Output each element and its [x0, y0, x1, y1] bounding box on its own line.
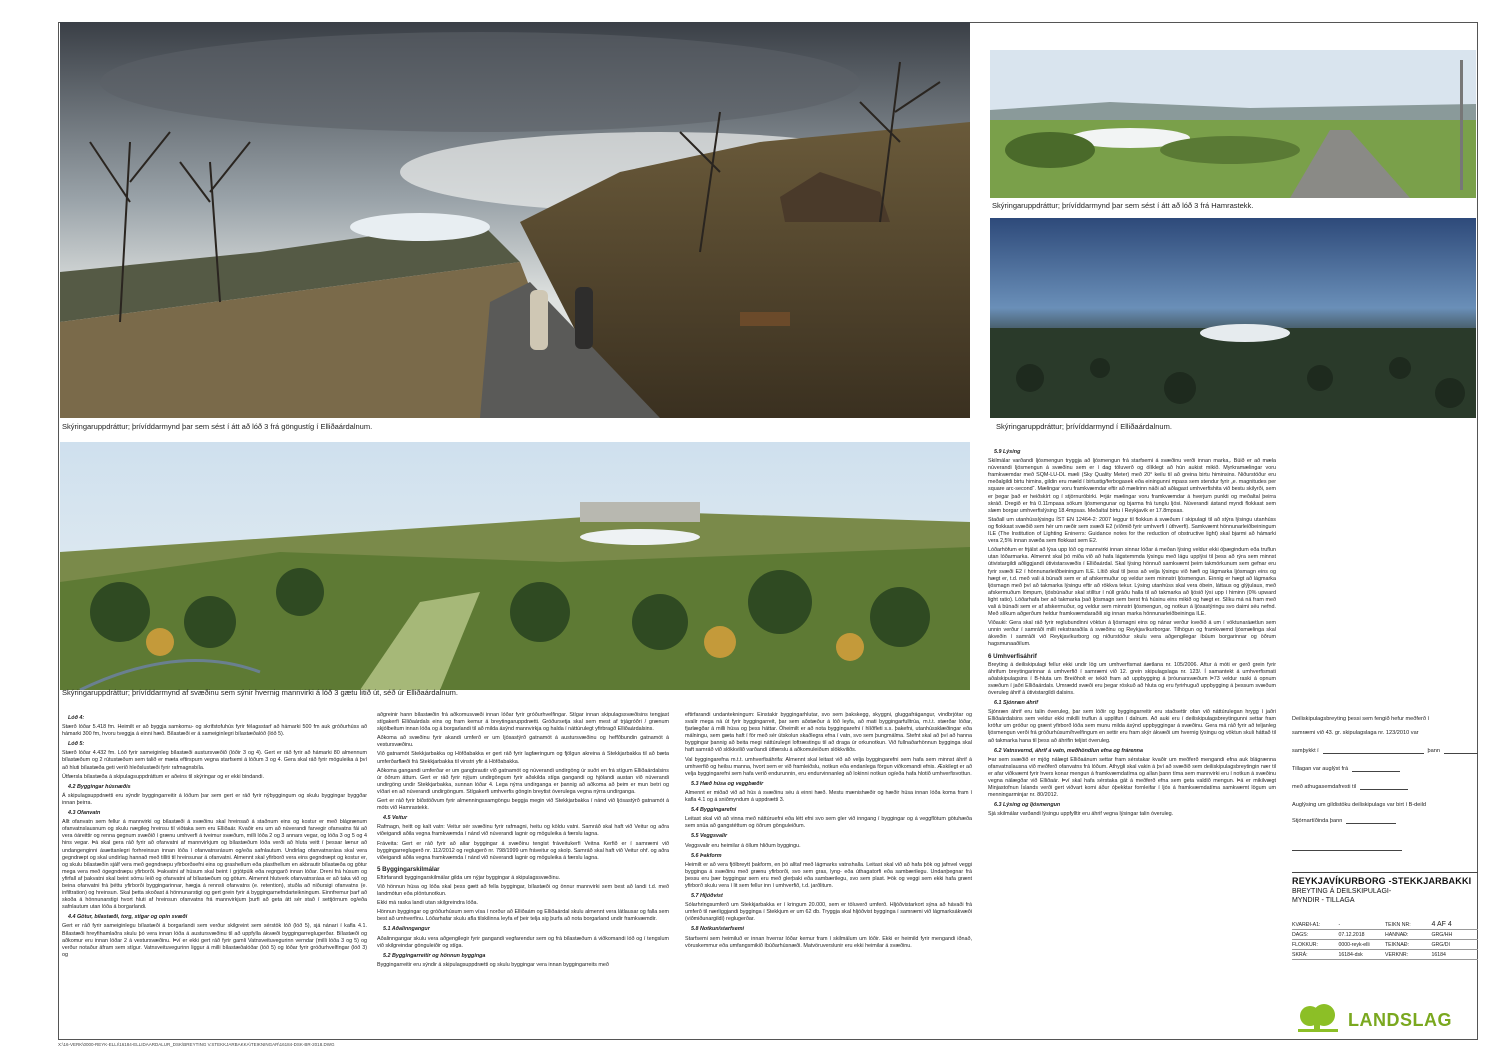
landslag-logo-text: LANDSLAG: [1348, 1010, 1452, 1030]
file-path: X:\16-VERK\0000-REYK-ELLI\16184-ELLIDAARDALUR_DSK\BREYTING V.STEKKJARBAKKA\TEIKNINGAR\16184-DSK-BR-2018.DWG: [58, 1042, 335, 1047]
heading-6-2: 6.2 Vatnsvernd, áhrif á vatn, meðhöndlun efna og frárenna: [994, 747, 1143, 754]
paragraph-5-9d: Viðauki: Gera skal ráð fyrir reglubundinni vöktun á ljósmagni eins og nánar verður kveðið á um í vöktunaráætlun sem unnin verður í samráði milli rekstraraðila á svæðinu og Reykjavíkurborgar. Tilhögun og framkvæmd ljósmælinga skal ákveðin í samráði við Reykjavíkurborg og niðurstöður skulu vera aðgengilegar íbúum borgarinnar og öðrum hagsmunaaðilum.: [988, 620, 1276, 648]
approval-stjornartidindi-field[interactable]: [1346, 818, 1396, 824]
approval-stjornartidindi-label: Stjórnartíðinda þann: [1292, 818, 1343, 824]
paragraph-c3-1: Val byggingarefna m.t.t. umhverfisáhrifa: Almennt skal leitast við að velja byggingarefni sem hafa sem minnst áhrif á umhverfið og heilsu manna, hvort sem er við framleiðslu, notkun eða endanlega förgun viðkomandi efnis. Æskilegt er að velja byggingarefni sem hafa verið endurunnin, eru endurvinnanleg að lokinni notkun og/eða hafa hlotið umhverfisvottun.: [685, 756, 972, 777]
info-value: GRG/DI: [1431, 941, 1450, 948]
paragraph-c2-2: Við gatnamót Stekkjarbakka og Höfðabakka er gert ráð fyrir lagfæringum og fjölgun akreina á Stekkjarbakka til að bæta umferðarflæði frá Stekkjarbakka til vinstri yfir á Höfðabakka.: [377, 751, 669, 765]
heading-6-3: 6.3 Lýsing og ljósmengun: [994, 802, 1061, 809]
paragraph-c2-1: Aðkoma að svæðinu fyrir akandi umferð er um Ijósastýrð gatnamót á austursvæðinu og heffðbundin gatnamót á vestursvæðinu.: [377, 735, 669, 749]
info-key: KVARÐI-A1:: [1292, 921, 1321, 928]
approval-block: [1292, 716, 1478, 851]
approval-thann-field[interactable]: [1444, 748, 1478, 754]
info-row: [1292, 920, 1478, 930]
paragraph-4-5b: Fráveita: Gert er ráð fyrir að allar byggingar á svæðinu tengist fráveitukerfi Veitna Kerfið er í samræmi við byggingarreglugerð nr. 112/2012 og reglugerð nr. 798/1999 um fráveitur og skolp. Samráð skal haft við Veitur ohf. og aðra viðeigandi aðila vegna framkvæmda í nánd við núverandi lagnir og möguleika á færslu lagna.: [377, 840, 669, 861]
heading-4-4: 4.4 Götur, bílastæði, torg, stígar og opin svæði: [68, 914, 188, 921]
text-column-2: [377, 712, 669, 1037]
paragraph-5b: Við hönnun húsa og lóða skal þess gætt að fella byggingar, bílastæði og önnur mannvirki sem best að landi t.d. með landmótun eða plöntunotkun.: [377, 883, 669, 898]
paragraph-4-2: Á skipulagsuppdrætti eru sýndir byggingarreitir á lóðum þar sem gert er ráð fyrir nýbyggingum og skulu byggingar byggðar innan þeirra.: [62, 792, 367, 806]
paragraph-5c: Ekki má raska landi utan skilgreindra lóða.: [377, 900, 478, 907]
heading-lod4: Lóð 4:: [68, 715, 85, 721]
paragraph-5-3: Almennt er miðað við að hús á svæðinu séu á einni hæð. Mestu mænishæðir og hæðir húsa innan lóða koma fram í kafla 4.1 og á sniðmyndum á uppdrætti 3.: [685, 789, 972, 804]
paragraph-c2-3: Aðkoma gangandi umferðar er um gangbrautir við gatnamót og núverandi undirgöng úr suðri en frá stígum Elliðaárdalsins úr öðrum áttum. Gert er ráð fyrir nýjum undirgöngum fyrir aðskilda stíga gangandi og hjólandi austan við núverandi undirgöng undir Stekkjarbakka, sunnan lóðar 4. Lega nýrra undirganga er þannig að aðkoma að þeim er mun betri og víðari en að núverandi undirgöngum. Stígakerfi umhverfis göngin breytist óverulega vegna nýrra undirganga.: [377, 767, 669, 795]
info-key: SKRÁ:: [1292, 951, 1308, 958]
paragraph-5-7: Sólarhringsumferð um Stekkjarbakka er í kringum 20.000, sem er töluverð umferð. Hljóðvistarkort sýna að hávaði frá umferð til nærliggjandi bygginga í Stekkjum er um 62 db. Tryggja skal hljóðvist bygginga í samræmi við lágmarksákvæði (viðmiðunargildi) reglugerðar.: [685, 902, 972, 923]
photo-panorama: [60, 442, 970, 690]
approval-line-1: Deiliskipulagsbreyting þessi sem fengið hefur meðferð í: [1292, 716, 1430, 722]
paragraph-5-2: Byggingarreitir eru sýndir á skipulagsuppdrætti og skulu byggingar vera innan byggingarreits með: [377, 961, 609, 968]
photo-footpath: [60, 22, 970, 418]
paragraph-4-5: Rafmagn, heitt og kalt vatn: Veitur sér svæðinu fyrir rafmagni, heitu og köldu vatni. Samráð skal haft við Veitur og aðra viðeigandi aðila vegna framkvæmda í nánd við núverandi lagnir og möguleika á færslu lagna.: [377, 824, 669, 838]
paragraph-5-9b: Staðall um utanhússlýsingu ÍST EN 12464-2: 2007 leggur til flokkun á svæðum í skipulagi til að stýra lýsingu utanhúss og flokkast svæðið sem hér um ræðir sem svæði E2 (víðmið fyrir umhverfi í úthverfi). Samkvæmt hönnunarleiðbeiningum ILE (The Institution of Lighting Eninerrs: Guidance notes for the reduction of obstructive light) skal bjarmi að hámarki vera 2,5% innan svæða sem flokkast sem E2.: [988, 516, 1276, 545]
drawing-info-grid: [1292, 920, 1478, 960]
heading-4-3: 4.3 Ofanvatn: [68, 810, 101, 817]
heading-5-8: 5.8 Notkun/starfsemi: [691, 926, 745, 933]
approval-thann-label: þann: [1427, 748, 1440, 754]
approval-line-6: Auglýsing um gildistöku deiliskipulags var birt í B-deild: [1292, 802, 1427, 808]
project-title: REYKJAVÍKURBORG -STEKKJARBAKKI: [1292, 872, 1478, 886]
paragraph-6-3: Sjá skilmálar varðandi lýsingu uppfylltir eru áhrif vegna lýsingar talin óveruleg.: [988, 811, 1174, 818]
signature-line: [1292, 850, 1402, 851]
paragraph-5a: Eftirfarandi byggingarskilmálar gilda um nýjar byggingar á skipulagssvæðinu.: [377, 874, 561, 881]
paragraph-5-9a: Skilmálar varðandi ljósmengun tryggja að ljósmengun frá starfsemi á svæðinu verði innan marka,. Búið er að mæla núverandi ljósmengun á svæðinu sem er í dag töluverð og ólíklegt að hún aukist mikið. Myrkramælingar voru framkvæmdar með SQM-LU-DL mæli (Sky Quality Meter) með 20° keilu til að greina birtu himinsins. Niðurstöður eru meðalgildi birtu himins, gildin eru mæld í birtustig/ferbogasek eða einingunni mpass sem stendur fyrir „e. magnitudes per square arc-second“. Mælingar voru framkvæmdar eftir að mælirinn náði að aðlagast umhverfishita við bestu skilyrði, sem er þegar það er heiðskírt og í stjörnuróbirki. Þrjár mælingar voru framkvæmdar á hverjum punkti og meðaltal þeirra skráð. Dregið er frá 0.11mpasa sökum ljósmengunar og bjarma frá tunglu ljósi. Núverandi ástand myndi flokkast sem slæm borgar umhverfislýsing 18.4mpsas. Meðaltal birtu í Reykjavík er 17.8mpsas.: [988, 458, 1276, 514]
heading-5-7: 5.7 Hljóðvist: [691, 893, 723, 900]
info-key: HANNAÐ:: [1385, 931, 1409, 938]
project-subtitle: BREYTING Á DEILSKIPULAGI-: [1292, 888, 1392, 895]
heading-5-2: 5.2 Byggingarreitir og hönnun bygginga: [383, 952, 486, 959]
paragraph-c3-0: eftirfarandi undantekningum: Einstakir byggingarhlutar, svo sem þakskegg, skyggni, gluggafrágangur, vindbrjótar og svalir mega ná út fyrir byggingarreit, þar sem aðstæður á lóð leyfa, að mati byggingarfulltrúa, m.t.t. stærðar lóðar, fjarlægðar á milli húsa og þess háttar. Óheimilt er að nota byggingarefni í hlíðfleti s.s. þakefni, utanhússklæðingar eða málningu, sem gæta haft í för með sér útskolun skaðlegra efna í vatn, svo sem þungmálma. Stefnt skal að því að hanna byggingar þannig að beita megi náttúrulegri loftræstingu til að draga úr orkunotkun. Við fullnaðarhönnun bygginga skal haft samráð við slökkvilið varðandi útfærslu á aðkomuleiðum slökkviliðs.: [685, 712, 972, 754]
info-key: VERKNR:: [1385, 951, 1409, 958]
caption-aerial: Skýringaruppdráttur; þrívíddarmynd í Elliðaárdalnum.: [996, 422, 1172, 431]
paragraph-5-1: Aðalinngangar skulu vera aðgengilegir fyrir gangandi vegfarendur sem og frá bílastæðum á viðkomandi lóð og í tengslum við skilgreindar gönguleiðir og stíga.: [377, 935, 669, 949]
info-value: 0000-reyk-elli: [1338, 941, 1370, 948]
paragraph-5-8: Starfsemi sem heimiluð er innan hverrar lóðar kemur fram í skilmálum um lóðir. Ekki er heimild fyrir mengandi iðnað, vöruskemmur eða umfangsmikið íbúðarhúsnæði. Matvöruverslunir eru ekki heimilar á svæðinu.: [685, 935, 972, 949]
paragraph-5-5: Veggsvalir eru heimilar á öllum hliðum byggingu.: [685, 842, 801, 849]
title-block: [1292, 872, 1478, 904]
info-value: 16184: [1431, 951, 1446, 958]
caption-panorama: Skýringaruppdráttur; þrívíddarmynd af svæðinu sem sýnir hvernig mannvirki á lóð 3 gætu litið út, séð úr Elliðaárdalnum.: [62, 688, 459, 697]
paragraph-6-1: Sjónræn áhrif eru talin óveruleg, þar sem lóðir og byggingarreitir eru staðsettir ofan við náttúrulegan hrygg í jaðri Elliðaárdalsins sem veldur ekki mikilli truflun á upplifun í dalnum. Að auki eru í deiliskipulagsbreytingunni settar fram kröfur um gróður og grænt yfirborð lóða sem munu milda ásýnd uppbyggingar á svæðinu. Gera má ráð fyrir að teljanleg ljósmengun verði frá gróðurhúsum/hvelfingum en settir eru fram skýr ákvæði um hvernig lýsingu og vöktun skuli háttað til að takmarka hana til þess að áhrifin teljist óveruleg.: [988, 709, 1276, 744]
paragraph-lod5: Stærð lóðar 4.432 fm. Lóð fyrir sameiginleg bílastæði austursvæðið (lóðir 3 og 4). Gert er ráð fyrir að hámarki 80 almennum bílastæðum og 2 rútustæðum sem talið er mæta eftirspurn vegna starfsemi á lóðum 3 og 4. Gera skal ráð fyrir möguleika á því að hluti bílastæða geti verið hleðslustæði fyrir rafmagnsbíla.: [62, 750, 367, 771]
heading-5-5: 5.5 Veggsvalir: [691, 833, 728, 840]
info-key: FLOKKUR:: [1292, 941, 1318, 948]
heading-5-4: 5.4 Byggingarefni: [691, 807, 737, 814]
info-row: [1292, 930, 1478, 940]
info-value: -: [1338, 921, 1341, 928]
photo-hamrastekkur: [990, 50, 1476, 198]
heading-6: 6 Umhverfisáhrif: [988, 652, 1037, 660]
paragraph-5-4: Leitast skal við að vinna með náttúruefni eða létt efni svo sem gler við inngang í byggingar og á veggflötum götuhæða sem snúa að gangstéttum og öðrum gönguleiðum.: [685, 816, 972, 830]
approval-line-2: samræmi við 43. gr. skipulagslaga nr. 123/2010 var: [1292, 730, 1419, 736]
info-key: TEIKNAÐ:: [1385, 941, 1409, 948]
heading-5: 5 Byggingarskilmálar: [377, 865, 440, 873]
approval-auglyst-label: Tillagan var auglýst frá: [1292, 766, 1349, 772]
heading-lod5: Lóð 5:: [68, 741, 85, 748]
text-column-3: [685, 712, 972, 1037]
text-column-4: [988, 446, 1276, 1036]
paragraph-6-2: Þar sem svæðið er mjög nálægt Elliðaánum settar fram sérstakar kvaðir um meðferð mengandi efna auk blágrænna ofanvatnslausna við meðferð ofanvatns frá lóðum. Athygli skal vakin á því að svæðið sem deiliskipulagsbreytingin nær til er afar viðkvæmt fyrir hvers konar mengun á framkvæmdatíma og allan þann tíma sem mannvirki eru í notkun á svæðinu vegna nálægðar við Elliðaár. Því skal hafa sérstaka gát á meðferð efna sem geta valdið mengun. Þá er mikilvægt Minjastofnun Íslands verði gert viðvart komi áður óþekktar fornleifar í ljós á framkvæmdatíma samkvæmt lögum um menningarminjar nr. 80/2012.: [988, 756, 1276, 799]
heading-4-2: 4.2 Byggingar húsnæðis: [68, 783, 131, 790]
photo-aerial: [990, 218, 1476, 418]
info-value: GRG/HH: [1431, 931, 1453, 938]
info-row: [1292, 940, 1478, 950]
caption-footpath: Skýringaruppdráttur; þrívíddarmynd þar sem sést í átt að lóð 3 frá göngustíg í Elliðaárdalnum.: [62, 422, 373, 431]
heading-6-1: 6.1 Sjónræn áhrif: [994, 700, 1039, 707]
paragraph-c2-4: Gert er ráð fyrir biðstöðvum fyrir almenningssamgöngu beggja megin við Stekkjarbakka í nánd við ljósastýrð gatnamót á móts við Hamrastekk.: [377, 798, 669, 812]
paragraph-5d: Hönnun byggingar og gróðurhúsum sem vísa í norður að Elliðaám og Elliðaárdal skulu almennt vera látlausar og falla sem best að umhverfinu. Lóðarhafar skulu afla tilskilinna leyfa ef þeir telja sig þurfa að nota borgarland undir framkvæmdir.: [377, 909, 669, 923]
info-key: TEIKN NR:: [1385, 921, 1411, 928]
paragraph-4-4: Gert er ráð fyrir sameiginlegu bílastæði á borgarlandi sem verður skilgreint sem sérstök lóð (lóð 5), sjá nánari í kafla 4.1. Bílastæði hreyfihamlaðra skulu þó vera innan lóða á austursvæðinu til að uppfylla ákvæði byggingarreglugerðar. Bílastæði og aðkomur eru innan lóðar 2 á vestursvæðinu. Því er ekki gert ráð fyrir gamli Vatnsveituvegurinn verndar (milli lóða 3 og 5) og verður notaður áfram sem stígur. Vatnsveituvegurinn liggur á milli bílastæðalóðar (lóð 5) og lóðar fyrir gróðurhvelfingar (lóð 3) og: [62, 923, 367, 958]
paragraph-6: Breyting á deiliskipulagi fellur ekki undir lög um umhverfismat áætlana nr. 105/2006. Aftur á móti er gerð grein fyrir áhrifum breytingarinnar á umhverfið í samræmi við 12. grein skipulagslaga nr. 123/. Í samantekt á umhverfismati aðalskipulagsins í B-hluta um Breiðholt er tekið fram að uppbygging á þróunarsvæðum Þ73 veldur raski á opnum svæðum í jaðri Elliðaárdals. Umrædd svæði eru þegar röskuð að hluta og eru fyrirhuguð uppbygging á þessum svæðum óveruleg áhrif á útivistargildi dalsins.: [988, 661, 1276, 696]
info-value: 07.12.2018: [1338, 931, 1365, 938]
approval-samthykkt-label: samþykkt í: [1292, 748, 1319, 754]
approval-auglyst-field[interactable]: [1352, 766, 1400, 772]
heading-5-1: 5.1 Aðalinngangur: [383, 926, 430, 933]
heading-4-5: 4.5 Veitur: [383, 815, 408, 822]
paragraph-c2-0: aðgreinir hann bílastæðin frá aðkomusvæði innan lóðar fyrir gróðurhvelfingar. Stígar innan skipulagssvæðisins tengjast stígakerfi Elliðaárdals eins og fram kemur á breytingaruppdrætti. Gróðursetja skal sem mest af trjágróðri / grænum skjólbeltum innan lóða og á borgarlandi til að milda ásýnd mannvirkja og halda í náttúrulegt yfirbragð Elliðaárdalsins.: [377, 712, 669, 733]
paragraph-5-9c: Lóðarhöfum er frjálst að lýsa upp lóð og mannvirki innan sinnar lóðar á meðan lýsing veldur ekki óþægindum eða truflun utan lóðarmarka. Almennt skal þó miða við að hafa lágstemmda lýsingu með lágu upplýsi til þess að rýra sem minnst útivistargildi aðliggjandi útivistarsvæðis í Elliðaárdal. Skal lýsing hönnuð samkvæmt þeim takmörkunum sem gefnar eru fyrir svæði E2 í hönnunarleiðbeiningum ILE. Lítið skal til þess að velja lýsingu við hæfi og lágmarka ljósmagn eins og hægt er, t.d. með vali á búnaði sem er af afskermuður og veldur sem minnstri ljósmengun. Einnig er hægt að lágmarka ljósmagn með því að takmarka lýsingu eftir að rökkva tekur. Lýsing utanhúss skal vera óbein, láttaus og glýjulaus, með afskermuðum lömpum, ljósbúnaður skal stilltur í núll gráðu halla til að takmarka að ljósið lýsi upp í himinn (0% upward light ratio). Lóðarhafa ber að takmarka það ljósmagn sem berst frá húsinu eins mikið og hægt er. Slíku má ná fram með vali á búnaði sem er af afskermuður, og veldur sem minnstri ljósmengun, og notkun á ljósastýringu svo daimi séu nefnd. Með slíkum aðgerðum heldur framkvæmdaraðili sig innan marka hönnunarleiðbeininga ILE.: [988, 547, 1276, 618]
info-value: 16184-dsk: [1338, 951, 1363, 958]
landslag-logo: [1292, 1002, 1478, 1036]
caption-hamrastekkur: Skýringaruppdráttur; þrívíddarmynd þar sem sést í átt að lóð 3 frá Hamrastekk.: [992, 201, 1254, 210]
text-column-1: [62, 712, 367, 1037]
heading-5-6: 5.6 Þakform: [691, 852, 722, 859]
info-value: 4 AF 4: [1431, 921, 1452, 928]
paragraph-5-6: Heimilt er að vera fjölbreytt þakform, en þó alltaf með lágmarks vatnshalla. Leitast skal við að hafa þök og jafnvel veggi bygginga á svæðinu með grænu yfirborði, svo sem gras, lyng- eða úthagatorfi eða sambærilegu. Undanþegnar frá þessu eru þær byggingar sem eru með glerþaki eða sambærilegu, svo sem plast. Þök og veggi sem ekki hafa grænt yfirborð skulu vera í lit sem fellur inn í umhverfið, t.d. jarðlitum.: [685, 861, 972, 889]
paragraph-lod4: Stærð lóðar 5.418 fm. Heimilt er að byggja samkomu- og skrifstofuhús fyrir félagsstarf að hámarki 500 fm auk gróðurhúss að hámarki 300 fm, hvoru tveggja á einni hæð. Bílastæði er á sameiginlegri bílastæðalóð (lóð 5).: [62, 724, 367, 738]
paragraph-utfaersla: Útfærsla bílastæða á skipulagsuppdráttum er aðeins til skýringar og er ekki bindandi.: [62, 773, 264, 780]
approval-athugasemd-label: með athugasemdafresti til: [1292, 784, 1357, 790]
approval-athugasemd-field[interactable]: [1360, 784, 1408, 790]
heading-5-3: 5.3 Hæð húsa og veggbæðir: [691, 780, 764, 787]
approval-samthykkt-field[interactable]: [1323, 748, 1424, 754]
heading-5-9: 5.9 Lýsing: [994, 449, 1021, 455]
info-key: DAGS:: [1292, 931, 1309, 938]
paragraph-4-3: Allt ofanvatn sem fellur á mannvirki og bílastæði á svæðinu skal hreinsað á staðnum eins og kostur er með blágrænum ofanvatnslausnum og skulu nægileg hreinsu til viðtaka sem eru Elliðaár. Kvaðir eru um að núverandi farvegir ofanvatns fái að vera óáreittir og renna gegnum svæðið í grænu umhverfi á tveimur svæðum, milli lóða 2 og 3 annars vegar, og lóða 3 og 5 og 4 hins vegar. Þá skal gera ráð fyrir að ofanvatni af mannvirkjum og bílastæðum lóða verði að hluta veitt í þessar lænur að undangenginni ásættanlegri forhreinsun innan lóða í ofanvatnsrásum og/eða safnlautum. Undirlag ofanvatnsrása skal vera gegndræpt og skal undirlag hannað með tilliti til hreinsunar á ofanvatni. Almennt skal yfirborð vera eins gegndræpt og kostur er, og skulu bílastæðin sjálf vera með gegndræpu yfirborðsefni eins og grashellum eða plasthellum en akbrautir bílastæða og götur mega vera með ógegndræpu yfirborði. Þakvatni af húsum skal beint í grjótpúlk eða regngarð innan lóðar. Dreni frá húsum og yfirfall af þakvatni skal beint sömu leið og ofanvatni af bílastæðum og götum. Almennt hlutverk ofanvatnsrása er að taka við og beina ofanvatni frá þéttu yfirborði byggingarinnar, hægja á rennsli ofanvatns (e. retention), stuðla að niðursigi ofanvatns (e. infiltration) og hreinsun. Skal þetta skoðast á hönnunarstigi og gert grein fyrir á byggingarnefndarteikningum. Einnfremur þarf að skoða á hönnunarstigi hvort hluti af hreinsun ofanvatns frá mannvirkjum þurfi að geta átt sér stað í settjörnum og/eða safnlautum utan lóða á borgarlandi.: [62, 819, 367, 911]
project-subtitle-2: MYNDIR - TILLAGA: [1292, 897, 1355, 904]
info-row: [1292, 950, 1478, 960]
